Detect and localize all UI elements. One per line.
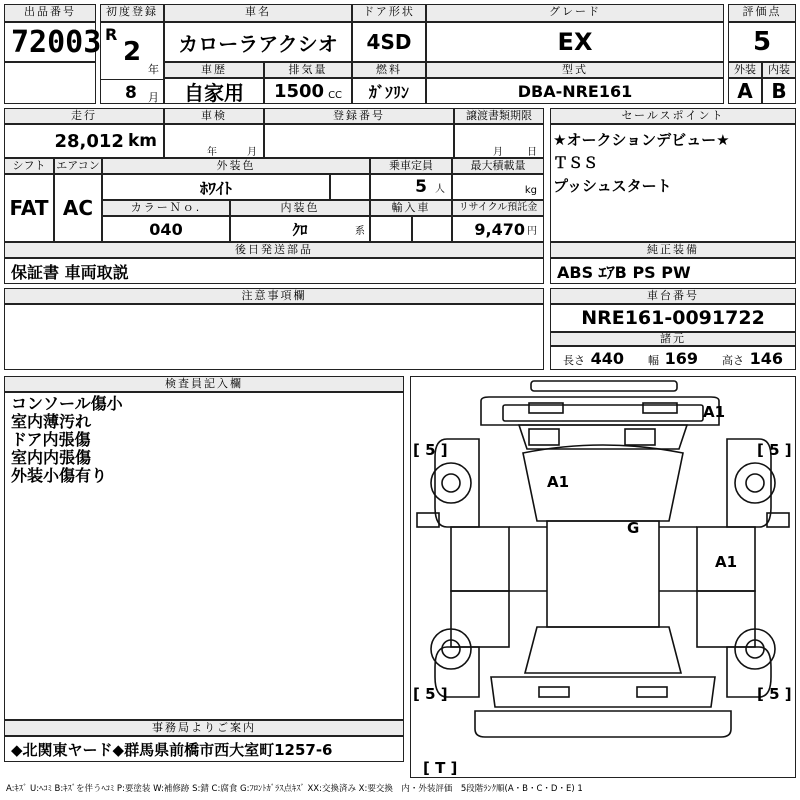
taillight-left: [539, 687, 569, 697]
height: 146: [749, 348, 783, 368]
door-front-left: [451, 527, 509, 591]
sales-point: ★オークションデビュー★: [553, 131, 730, 149]
registration-number: [264, 124, 454, 158]
notes: [4, 304, 544, 370]
wiper-left: [529, 429, 559, 445]
exterior-color-extra: [330, 174, 370, 200]
history: 自家用: [164, 78, 264, 104]
header-chassis: 車台番号: [550, 288, 796, 304]
capacity-unit: 人: [435, 183, 445, 195]
front-bumper: [531, 381, 677, 391]
width: 169: [664, 348, 698, 368]
sales-points: [550, 124, 796, 242]
first-registration-cell: [100, 22, 164, 104]
inspection-year-unit: 年: [207, 147, 217, 158]
later-parts: 保証書 車両取説: [4, 258, 544, 284]
tire-label-rear-left: [ 5 ]: [413, 685, 448, 703]
header-max-load: 最大積載量: [452, 158, 544, 174]
header-first-registration: 初度登録: [100, 4, 164, 22]
month-unit: 月: [148, 91, 159, 104]
header-import: 輸入車: [370, 200, 452, 216]
taillight-right: [637, 687, 667, 697]
inspector-note: 室内薄汚れ: [11, 412, 92, 431]
tire-front-left: [431, 463, 471, 503]
lot-number-blank: [4, 62, 96, 104]
header-shift: シフト: [4, 158, 54, 174]
header-capacity: 乗車定員: [370, 158, 452, 174]
inspection-cell: [164, 124, 264, 158]
displacement: 1500: [273, 80, 325, 102]
dimensions: [550, 346, 796, 370]
fuel: ｶﾞｿﾘﾝ: [352, 78, 426, 104]
car-name: カローラアクシオ: [164, 22, 352, 62]
header-notes: 注意事項欄: [4, 288, 544, 304]
header-history: 車歴: [164, 62, 264, 78]
tire-label-front-left: [ 5 ]: [413, 441, 448, 459]
header-grade: グレード: [426, 4, 724, 22]
hub-front-left: [442, 474, 460, 492]
car-diagram: [410, 376, 796, 778]
header-inspection: 車検: [164, 108, 264, 124]
equipment: ABS ｴｱB PS PW: [550, 258, 796, 284]
sales-point: プッシュスタート: [553, 177, 672, 195]
header-inspector-notes: 検査員記入欄: [4, 376, 404, 392]
header-sales-points: セールスポイント: [550, 108, 796, 124]
tire-label-rear-right: [ 5 ]: [757, 685, 792, 703]
door-rear-right: [697, 591, 755, 647]
header-car-name: 車名: [164, 4, 352, 22]
header-interior-color: 内装色: [230, 200, 370, 216]
interior-color-suffix: 系: [355, 225, 365, 237]
damage-mark: A1: [547, 473, 570, 491]
header-door-type: ドア形状: [352, 4, 426, 22]
inspector-note: コンソール傷小: [11, 394, 123, 413]
inspection-month-unit: 月: [247, 147, 257, 158]
header-interior: 内装: [762, 62, 796, 78]
header-model: 型式: [426, 62, 724, 78]
header-aircon: エアコン: [54, 158, 102, 174]
tire-front-right: [735, 463, 775, 503]
transfer-month-unit: 月: [493, 147, 503, 158]
grade: EX: [426, 22, 724, 62]
trunk-lid: [491, 677, 715, 707]
header-score: 評価点: [728, 4, 796, 22]
capacity: 5: [415, 177, 427, 197]
car-diagram-svg: [411, 377, 795, 777]
transfer-day-unit: 日: [527, 147, 537, 158]
score: 5: [728, 22, 796, 62]
door-type: 4SD: [352, 22, 426, 62]
header-exterior: 外装: [728, 62, 762, 78]
chassis-number: NRE161-0091722: [550, 304, 796, 332]
header-office: 事務局よりご案内: [4, 720, 404, 736]
hub-front-right: [746, 474, 764, 492]
damage-mark: G: [627, 519, 640, 537]
header-mileage: 走行: [4, 108, 164, 124]
import-a: [370, 216, 412, 242]
header-transfer-deadline: 譲渡書類期限: [454, 108, 544, 124]
roof: [547, 521, 659, 627]
sales-point: ＴＳＳ: [553, 154, 599, 172]
header-exterior-color: 外装色: [102, 158, 370, 174]
recycle-cell: [452, 216, 544, 242]
length: 440: [590, 348, 624, 368]
recycle-unit: 円: [527, 225, 537, 237]
inspector-notes: [4, 392, 404, 720]
width-label: 幅: [648, 353, 659, 367]
rear-bumper: [475, 711, 731, 737]
lot-number: 72003: [4, 22, 96, 62]
max-load-unit: kg: [524, 184, 537, 196]
recycle-fee: 9,470: [474, 219, 525, 239]
office-message: ◆北関東ヤード◆群馬県前橋市西大室町1257-6: [4, 736, 404, 762]
exterior-color: ﾎﾜｲﾄ: [102, 174, 330, 200]
header-registration-number: 登録番号: [264, 108, 454, 124]
import-b: [412, 216, 452, 242]
mileage-unit: km: [127, 131, 157, 151]
rear-window: [525, 627, 681, 673]
transfer-deadline-cell: [454, 124, 544, 158]
capacity-cell: [370, 174, 452, 200]
header-equipment: 純正装備: [550, 242, 796, 258]
header-fuel: 燃料: [352, 62, 426, 78]
length-label: 長さ: [563, 353, 585, 367]
header-recycle: リサイクル預託金: [452, 200, 544, 216]
header-color-number: カラーＮｏ.: [102, 200, 230, 216]
aircon: AC: [54, 174, 102, 242]
max-load-cell: [452, 174, 544, 200]
registration-year: 2: [123, 37, 142, 67]
mileage-cell: [4, 124, 164, 158]
exterior-grade: A: [728, 78, 762, 104]
inspector-note: 室内内張傷: [11, 448, 92, 467]
year-unit: 年: [148, 63, 159, 76]
tire-label-front-right: [ 5 ]: [757, 441, 792, 459]
damage-mark: A1: [715, 553, 738, 571]
door-rear-left: [451, 591, 509, 647]
displacement-unit: CC: [328, 89, 343, 101]
damage-mark: A1: [703, 403, 726, 421]
model-code: DBA-NRE161: [426, 78, 724, 104]
inspector-note: 外装小傷有り: [11, 466, 108, 485]
height-label: 高さ: [722, 353, 744, 367]
era: R: [105, 25, 118, 44]
header-displacement: 排気量: [264, 62, 352, 78]
shift: FAT: [4, 174, 54, 242]
inspector-note: ドア内張傷: [11, 430, 91, 449]
interior-color-cell: [230, 216, 370, 242]
spare-tire-label: [ T ]: [423, 759, 458, 777]
wiper-right: [625, 429, 655, 445]
header-lot-number: 出品番号: [4, 4, 96, 22]
interior-grade: B: [762, 78, 796, 104]
color-number: 040: [102, 216, 230, 242]
interior-color: ｸﾛ: [292, 220, 308, 239]
displacement-cell: [264, 78, 352, 104]
registration-month: 8: [125, 83, 137, 103]
mileage: 28,012: [54, 130, 124, 152]
header-later-parts: 後日発送部品: [4, 242, 544, 258]
header-dimensions: 諸元: [550, 332, 796, 346]
damage-legend: A:ｷｽﾞ U:ﾍｺﾐ B:ｷｽﾞを伴うﾍｺﾐ P:要塗装 W:補修跡 S:錆 C:腐食 G:ﾌﾛﾝﾄｶﾞﾗｽ点ｷｽﾞ XX:交換済み X:要交換 内・外装評価 5段階ﾗﾝｸ順(A・B・C・D・E) 1: [6, 784, 583, 794]
